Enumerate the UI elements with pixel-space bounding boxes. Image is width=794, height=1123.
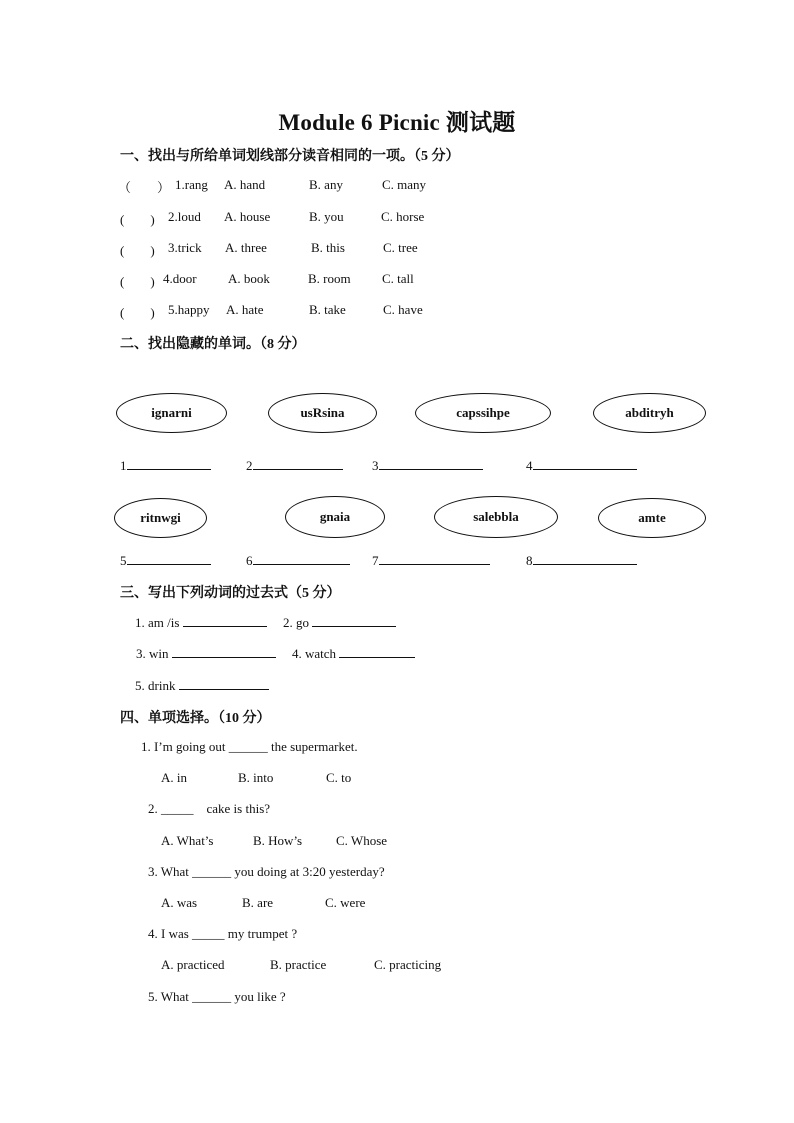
section1-heading: 一、找出与所给单词划线部分读音相同的一项。（5 分） [120,149,460,164]
option-c: C. many [382,177,427,192]
option-b: B. any [309,177,343,192]
q2-option-c[interactable]: C. Whose [336,833,388,848]
q4-option-a[interactable]: A. practiced [161,957,225,972]
option-b: B. this [311,240,345,255]
q1-option-c[interactable]: C. to [326,770,352,785]
hidden-word-oval-4: abditryh [593,393,706,433]
past-tense-item-5[interactable]: 5. drink [135,677,269,694]
q2-option-a[interactable]: A. What’s [161,833,214,848]
option-b: B. you [309,209,344,224]
answer-paren[interactable]: ( ) [120,305,155,320]
question-word: 5.happy [168,302,210,317]
q3-option-c[interactable]: C. were [325,895,366,910]
hidden-word-oval-1: ignarni [116,393,227,433]
answer-blank-3[interactable]: 3 [372,457,483,474]
option-c: C. tall [382,271,414,286]
section3-heading: 三、写出下列动词的过去式（5 分） [120,586,341,601]
answer-blank-6[interactable]: 6 [246,552,350,569]
option-a: A. hate [226,302,264,317]
q2-option-b[interactable]: B. How’s [253,833,303,848]
section2-heading: 二、找出隐藏的单词。（8 分） [120,337,306,352]
answer-blank-7[interactable]: 7 [372,552,490,569]
answer-blank-4[interactable]: 4 [526,457,637,474]
question-2: 2. _____ cake is this? [148,801,271,816]
question-4: 4. I was _____ my trumpet ? [148,926,298,941]
hidden-word-oval-7: salebbla [434,496,558,538]
answer-blank-8[interactable]: 8 [526,552,637,569]
answer-paren[interactable]: （ ） [118,180,171,195]
q1-option-a[interactable]: A. in [161,770,187,785]
question-word: 1.rang [175,177,208,192]
q4-option-b[interactable]: B. practice [270,957,327,972]
question-5: 5. What ______ you like ? [148,989,286,1004]
q1-option-b[interactable]: B. into [238,770,274,785]
question-word: 2.loud [168,209,201,224]
answer-blank-5[interactable]: 5 [120,552,211,569]
option-c: C. have [383,302,423,317]
question-3: 3. What ______ you doing at 3:20 yesterday? [148,864,385,879]
hidden-word-oval-2: usRsina [268,393,377,433]
q3-option-a[interactable]: A. was [161,895,198,910]
past-tense-item-1[interactable]: 1. am /is [135,614,267,631]
option-b: B. room [308,271,351,286]
q3-option-b[interactable]: B. are [242,895,274,910]
past-tense-item-4[interactable]: 4. watch [292,645,415,662]
option-c: C. tree [383,240,418,255]
question-word: 4.door [163,271,197,286]
question-word: 3.trick [168,240,202,255]
answer-blank-1[interactable]: 1 [120,457,211,474]
hidden-word-oval-3: capssihpe [415,393,551,433]
section4-heading: 四、单项选择。（10 分） [120,711,271,726]
past-tense-item-2[interactable]: 2. go [283,614,396,631]
hidden-word-oval-8: amte [598,498,706,538]
option-b: B. take [309,302,346,317]
answer-paren[interactable]: ( ) [120,274,155,289]
answer-paren[interactable]: ( ) [120,243,155,258]
hidden-word-oval-6: gnaia [285,496,385,538]
answer-paren[interactable]: ( ) [120,212,155,227]
option-a: A. three [225,240,267,255]
option-a: A. hand [224,177,266,192]
answer-blank-2[interactable]: 2 [246,457,343,474]
q4-option-c[interactable]: C. practicing [374,957,442,972]
option-a: A. book [228,271,270,286]
option-c: C. horse [381,209,425,224]
option-a: A. house [224,209,271,224]
page-title: Module 6 Picnic 测试题 [278,110,516,135]
past-tense-item-3[interactable]: 3. win [136,645,276,662]
hidden-word-oval-5: ritnwgi [114,498,207,538]
question-1: 1. I’m going out ______ the supermarket. [141,739,358,754]
